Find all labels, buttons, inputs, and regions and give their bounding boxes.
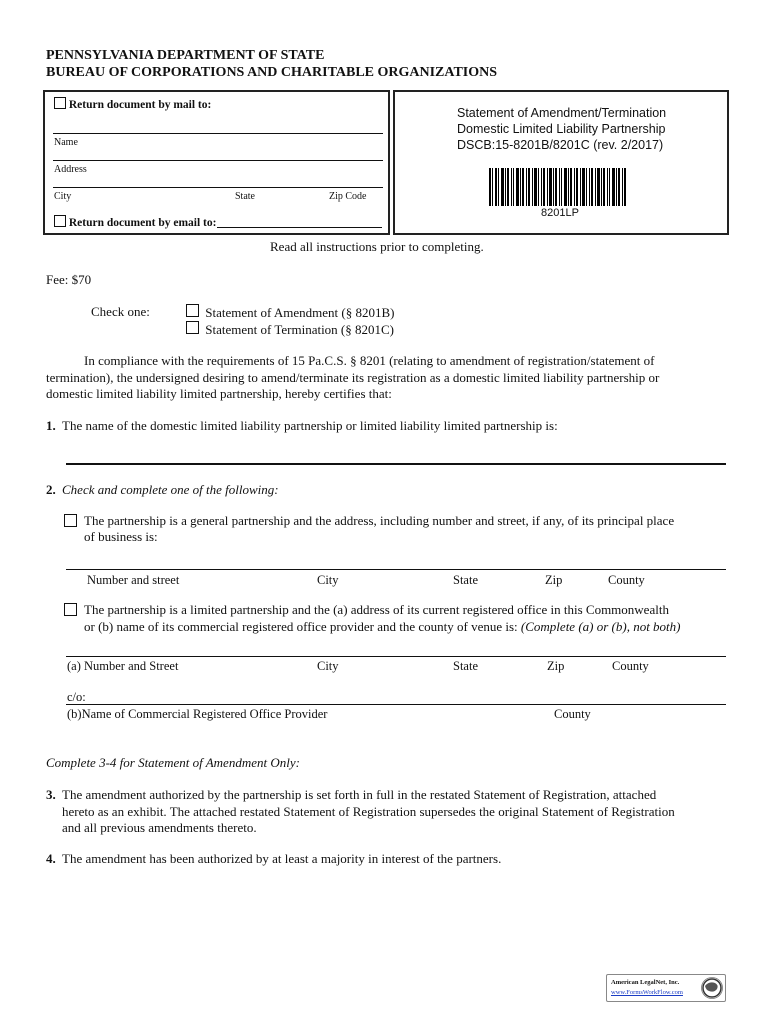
footer-badge xyxy=(606,974,726,1002)
item-1-number: 1. xyxy=(46,418,56,433)
compliance-line-3: domestic limited liability limited partnership, hereby certifies that: xyxy=(46,386,392,401)
bureau-title: BUREAU OF CORPORATIONS AND CHARITABLE ORGANIZATIONS xyxy=(46,65,498,80)
item-2-text: Check and complete one of the following: xyxy=(62,482,279,497)
agency-title: PENNSYLVANIA DEPARTMENT OF STATE xyxy=(46,48,325,63)
general-line-1: The partnership is a general partnership and the address, including number and street, if any, of its principal place xyxy=(84,513,675,528)
form-title-1: Statement of Amendment/Termination xyxy=(457,106,667,120)
form-code: DSCB:15-8201B/8201C (rev. 2/2017) xyxy=(457,138,664,152)
address-label: Address xyxy=(54,164,87,175)
limited-city-label: City xyxy=(317,659,339,673)
general-zip-label: Zip xyxy=(545,573,563,587)
provider-county-label: County xyxy=(554,707,591,721)
termination-option-label: Statement of Termination (§ 8201C) xyxy=(205,322,395,337)
limited-line-2-note: (Complete (a) or (b), not both) xyxy=(520,619,681,634)
return-box xyxy=(43,90,390,235)
partnership-name-line[interactable] xyxy=(66,463,726,465)
check-one-label: Check one: xyxy=(91,304,150,319)
zip-label: Zip Code xyxy=(329,191,367,202)
termination-checkbox[interactable] xyxy=(186,321,199,334)
email-label: Return document by email to: xyxy=(68,217,217,229)
registered-office-line[interactable] xyxy=(66,656,726,657)
state-label: State xyxy=(235,191,255,202)
name-line[interactable] xyxy=(53,133,383,134)
item-3-line-2: hereto as an exhibit. The attached restated Statement of Registration supersedes the original Statement of Registration xyxy=(62,804,675,819)
form-title-2: Domestic Limited Liability Partnership xyxy=(457,122,666,136)
limited-county-label: County xyxy=(612,659,649,673)
amendment-checkbox[interactable] xyxy=(186,304,199,317)
item-4-text: The amendment has been authorized by at least a majority in interest of the partners. xyxy=(62,851,502,866)
compliance-line-1: In compliance with the requirements of 15 Pa.C.S. § 8201 (relating to amendment of registration/statement of xyxy=(84,353,655,368)
care-of-label: c/o: xyxy=(67,690,86,704)
footer-url-link[interactable]: www.FormsWorkFlow.com xyxy=(611,989,683,996)
item-1-text: The name of the domestic limited liability partnership or limited liability limited partnership is: xyxy=(62,418,558,433)
limited-street-label: (a) Number and Street xyxy=(67,659,179,673)
limited-state-label: State xyxy=(453,659,478,673)
provider-line[interactable] xyxy=(66,704,726,705)
globe-logo-icon xyxy=(701,977,723,999)
limited-line-1: The partnership is a limited partnership and the (a) address of its current registered office in this Commonwealth xyxy=(84,602,669,617)
barcode-text: 8201LP xyxy=(541,207,579,219)
limited-line-2: or (b) name of its commercial registered office provider and the county of venue is: xyxy=(84,619,518,634)
address-line[interactable] xyxy=(53,160,383,161)
name-label: Name xyxy=(54,137,78,148)
item-3-number: 3. xyxy=(46,787,56,802)
general-state-label: State xyxy=(453,573,478,587)
general-street-label: Number and street xyxy=(87,573,180,587)
general-partnership-checkbox[interactable] xyxy=(64,514,77,527)
amendment-option-label: Statement of Amendment (§ 8201B) xyxy=(205,305,395,320)
provider-name-label: (b)Name of Commercial Registered Office Provider xyxy=(67,707,328,721)
general-line-2: of business is: xyxy=(84,529,158,544)
city-label: City xyxy=(54,191,72,202)
form-id-box xyxy=(393,90,729,235)
fee-text: Fee: $70 xyxy=(46,272,92,287)
item-3-line-1: The amendment authorized by the partnership is set forth in full in the restated Statement of Registration, attached xyxy=(62,787,657,802)
footer-company: American LegalNet, Inc. xyxy=(611,979,680,986)
item-3-line-3: and all previous amendments thereto. xyxy=(62,820,257,835)
general-address-line[interactable] xyxy=(66,569,726,570)
barcode-image xyxy=(489,168,627,206)
limited-partnership-checkbox[interactable] xyxy=(64,603,77,616)
instructions-text: Read all instructions prior to completing. xyxy=(270,239,484,254)
item-4-number: 4. xyxy=(46,851,56,866)
email-line[interactable] xyxy=(217,227,382,228)
item-2-number: 2. xyxy=(46,482,56,497)
mail-label: Return document by mail to: xyxy=(68,99,212,111)
general-county-label: County xyxy=(608,573,645,587)
compliance-line-2: termination), the undersigned desiring to amend/terminate its registration as a domestic limited liability partnership or xyxy=(46,370,660,385)
limited-zip-label: Zip xyxy=(547,659,565,673)
email-checkbox[interactable] xyxy=(54,215,66,227)
mail-checkbox[interactable] xyxy=(54,97,66,109)
amendment-only-heading: Complete 3-4 for Statement of Amendment Only: xyxy=(46,755,300,770)
city-line[interactable] xyxy=(53,187,383,188)
general-city-label: City xyxy=(317,573,339,587)
